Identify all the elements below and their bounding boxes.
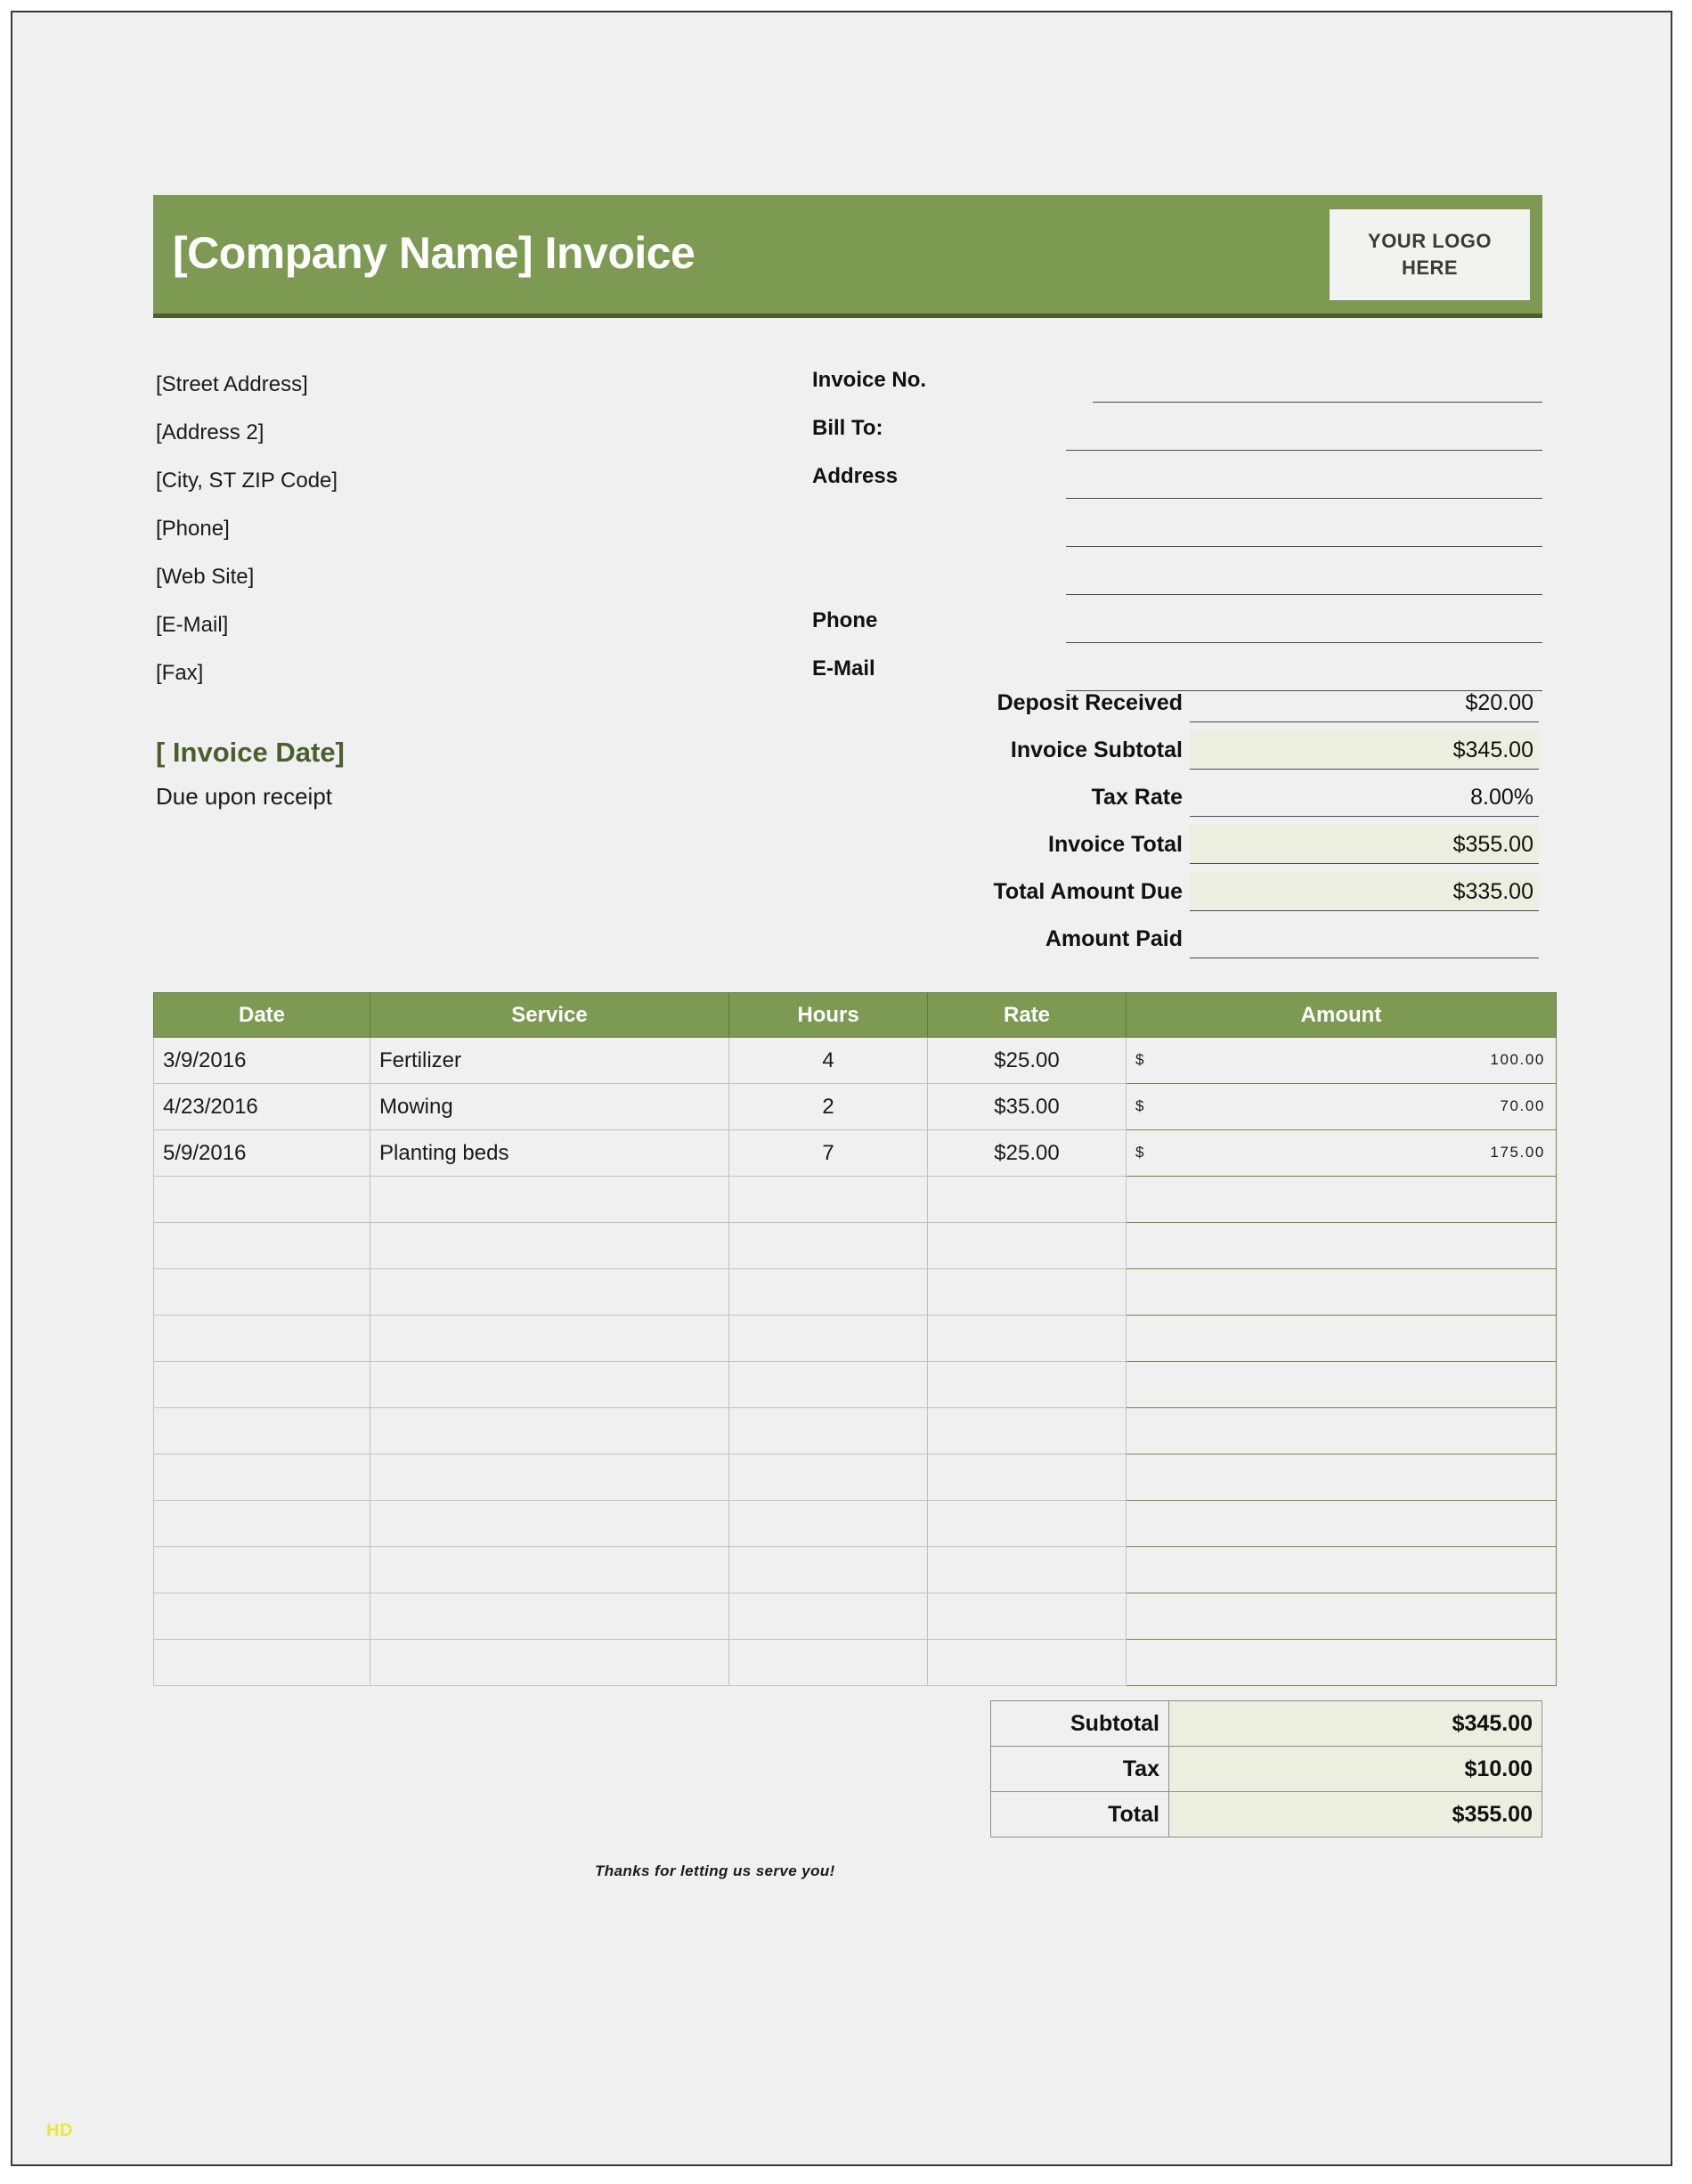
cell-service[interactable] xyxy=(370,1501,729,1547)
cell-amount[interactable] xyxy=(1127,1593,1557,1640)
table-row[interactable] xyxy=(154,1177,1557,1223)
table-row[interactable] xyxy=(154,1038,1557,1084)
cell-rate[interactable] xyxy=(928,1316,1127,1362)
cell-date[interactable] xyxy=(154,1269,370,1316)
address-input-2[interactable] xyxy=(1066,546,1542,547)
bill-to-block xyxy=(812,361,1542,697)
cell-date[interactable] xyxy=(154,1455,370,1501)
summary-row-total-amount-due xyxy=(937,872,1542,919)
summary-row-amount-paid xyxy=(937,919,1542,966)
cell-rate[interactable] xyxy=(928,1269,1127,1316)
bill-to-row xyxy=(812,553,1542,601)
cell-hours[interactable] xyxy=(729,1547,928,1593)
totals-row-subtotal xyxy=(991,1701,1542,1747)
summary-value[interactable]: $20.00 xyxy=(1190,683,1539,722)
email-label: E-Mail xyxy=(812,656,875,680)
column-header-rate: Rate xyxy=(928,993,1127,1038)
phone-input[interactable] xyxy=(1066,642,1542,643)
bill-to-row xyxy=(812,361,1542,409)
amount-value: 175.00 xyxy=(1490,1144,1545,1161)
totals-value: $355.00 xyxy=(1169,1792,1542,1838)
address-input[interactable] xyxy=(1066,498,1542,499)
totals-label: Total xyxy=(991,1792,1169,1838)
cell-rate[interactable] xyxy=(928,1362,1127,1408)
cell-rate[interactable] xyxy=(928,1547,1127,1593)
cell-service[interactable]: Mowing xyxy=(370,1084,729,1130)
address-line[interactable]: [E-Mail] xyxy=(156,613,229,637)
cell-rate[interactable]: $25.00 xyxy=(928,1130,1127,1177)
address-line[interactable]: [Street Address] xyxy=(156,372,308,396)
summary-label: Amount Paid xyxy=(1045,926,1183,951)
invoice-header xyxy=(153,195,1542,318)
summary-value: $345.00 xyxy=(1190,730,1539,770)
cell-hours[interactable] xyxy=(729,1455,928,1501)
column-header-hours: Hours xyxy=(729,993,928,1038)
cell-hours[interactable] xyxy=(729,1640,928,1686)
cell-service[interactable]: Planting beds xyxy=(370,1130,729,1177)
logo-line-2: HERE xyxy=(1401,257,1459,279)
cell-amount[interactable] xyxy=(1127,1640,1557,1686)
cell-rate[interactable] xyxy=(928,1501,1127,1547)
table-row[interactable] xyxy=(154,1084,1557,1130)
currency-symbol: $ xyxy=(1135,1051,1144,1068)
table-row[interactable] xyxy=(154,1223,1557,1269)
summary-block xyxy=(937,683,1542,966)
column-header-amount: Amount xyxy=(1127,993,1557,1038)
cell-date[interactable] xyxy=(154,1593,370,1640)
cell-service[interactable] xyxy=(370,1408,729,1455)
cell-amount[interactable] xyxy=(1127,1177,1557,1223)
cell-amount[interactable] xyxy=(1127,1084,1557,1130)
table-row[interactable] xyxy=(154,1130,1557,1177)
info-section xyxy=(153,361,1542,685)
bill-to-input[interactable] xyxy=(1066,450,1542,451)
cell-amount[interactable] xyxy=(1127,1455,1557,1501)
bill-to-label: Bill To: xyxy=(812,416,883,440)
summary-value: $335.00 xyxy=(1190,872,1539,911)
table-header-row xyxy=(154,993,1557,1038)
summary-label: Tax Rate xyxy=(1091,785,1183,810)
document-page xyxy=(11,11,1672,2166)
cell-service[interactable] xyxy=(370,1316,729,1362)
table-row[interactable] xyxy=(154,1547,1557,1593)
cell-date[interactable] xyxy=(154,1408,370,1455)
address-line[interactable]: [City, ST ZIP Code] xyxy=(156,469,338,493)
cell-hours[interactable] xyxy=(729,1316,928,1362)
cell-service[interactable] xyxy=(370,1223,729,1269)
cell-date[interactable]: 4/23/2016 xyxy=(154,1084,370,1130)
totals-row-total xyxy=(991,1792,1542,1838)
cell-date[interactable] xyxy=(154,1362,370,1408)
invoice-document xyxy=(153,195,1545,1879)
totals-value: $345.00 xyxy=(1169,1701,1542,1747)
cell-amount[interactable] xyxy=(1127,1316,1557,1362)
cell-date[interactable] xyxy=(154,1223,370,1269)
line-items-table xyxy=(153,992,1557,1686)
table-body xyxy=(154,1038,1557,1686)
cell-hours[interactable]: 2 xyxy=(729,1084,928,1130)
payment-terms: Due upon receipt xyxy=(156,783,333,810)
address-label: Address xyxy=(812,464,899,488)
summary-row-invoice-subtotal xyxy=(937,730,1542,778)
cell-rate[interactable] xyxy=(928,1593,1127,1640)
table-row[interactable] xyxy=(154,1269,1557,1316)
cell-service[interactable]: Fertilizer xyxy=(370,1038,729,1084)
cell-service[interactable] xyxy=(370,1547,729,1593)
summary-row-invoice-total xyxy=(937,825,1542,872)
summary-value[interactable] xyxy=(1190,919,1539,958)
amount-value: 70.00 xyxy=(1500,1097,1545,1114)
table-row[interactable] xyxy=(154,1455,1557,1501)
cell-service[interactable] xyxy=(370,1269,729,1316)
address-line[interactable]: [Web Site] xyxy=(156,565,255,589)
cell-amount[interactable] xyxy=(1127,1223,1557,1269)
table-row[interactable] xyxy=(154,1316,1557,1362)
sheet-canvas xyxy=(12,12,1671,2164)
bill-to-row xyxy=(812,457,1542,505)
cell-hours[interactable] xyxy=(729,1501,928,1547)
cell-rate[interactable]: $25.00 xyxy=(928,1038,1127,1084)
footer-note: Thanks for letting us serve you! xyxy=(595,1862,835,1879)
summary-value: $355.00 xyxy=(1190,825,1539,864)
cell-hours[interactable] xyxy=(729,1223,928,1269)
table-row[interactable] xyxy=(154,1593,1557,1640)
invoice-no-input[interactable] xyxy=(1093,402,1542,403)
cell-hours[interactable]: 4 xyxy=(729,1038,928,1084)
summary-row-deposit-received xyxy=(937,683,1542,730)
invoice-date[interactable]: [ Invoice Date] xyxy=(156,737,345,768)
amount-value: 100.00 xyxy=(1490,1051,1545,1068)
bill-to-row xyxy=(812,505,1542,553)
summary-label: Total Amount Due xyxy=(993,879,1183,904)
table-row[interactable] xyxy=(154,1408,1557,1455)
totals-table xyxy=(990,1700,1542,1838)
cell-amount[interactable] xyxy=(1127,1501,1557,1547)
address-input-3[interactable] xyxy=(1066,594,1542,595)
cell-hours[interactable] xyxy=(729,1593,928,1640)
cell-amount[interactable] xyxy=(1127,1038,1557,1084)
cell-rate[interactable] xyxy=(928,1455,1127,1501)
cell-date[interactable]: 3/9/2016 xyxy=(154,1038,370,1084)
cell-amount[interactable] xyxy=(1127,1130,1557,1177)
cell-amount[interactable] xyxy=(1127,1547,1557,1593)
currency-symbol: $ xyxy=(1135,1144,1144,1161)
cell-rate[interactable] xyxy=(928,1408,1127,1455)
cell-rate[interactable] xyxy=(928,1177,1127,1223)
cell-date[interactable] xyxy=(154,1501,370,1547)
column-header-service: Service xyxy=(370,993,729,1038)
summary-label: Deposit Received xyxy=(996,690,1183,715)
totals-label: Tax xyxy=(991,1747,1169,1792)
cell-rate[interactable] xyxy=(928,1640,1127,1686)
cell-hours[interactable] xyxy=(729,1408,928,1455)
cell-hours[interactable] xyxy=(729,1362,928,1408)
summary-value[interactable]: 8.00% xyxy=(1190,778,1539,817)
cell-service[interactable] xyxy=(370,1640,729,1686)
cell-rate[interactable] xyxy=(928,1223,1127,1269)
cell-amount[interactable] xyxy=(1127,1362,1557,1408)
logo-line-1: YOUR LOGO xyxy=(1368,230,1492,253)
cell-service[interactable] xyxy=(370,1455,729,1501)
cell-date[interactable] xyxy=(154,1316,370,1362)
table-row[interactable] xyxy=(154,1501,1557,1547)
totals-label: Subtotal xyxy=(991,1701,1169,1747)
cell-service[interactable] xyxy=(370,1362,729,1408)
company-address-block xyxy=(156,361,779,697)
address-line[interactable]: [Phone] xyxy=(156,517,230,541)
address-line[interactable]: [Address 2] xyxy=(156,420,264,444)
summary-row-tax-rate xyxy=(937,778,1542,825)
currency-symbol: $ xyxy=(1135,1097,1144,1114)
cell-hours[interactable] xyxy=(729,1177,928,1223)
bill-to-row xyxy=(812,409,1542,457)
cell-hours[interactable]: 7 xyxy=(729,1130,928,1177)
page-title: [Company Name] Invoice xyxy=(173,228,696,278)
summary-label: Invoice Total xyxy=(1048,832,1183,857)
logo-placeholder[interactable] xyxy=(1330,209,1530,300)
cell-service[interactable] xyxy=(370,1177,729,1223)
cell-amount[interactable] xyxy=(1127,1408,1557,1455)
cell-date[interactable] xyxy=(154,1177,370,1223)
address-line[interactable]: [Fax] xyxy=(156,661,204,685)
phone-label: Phone xyxy=(812,608,878,632)
cell-rate[interactable]: $35.00 xyxy=(928,1084,1127,1130)
table-row[interactable] xyxy=(154,1362,1557,1408)
table-row[interactable] xyxy=(154,1640,1557,1686)
hd-watermark: HD xyxy=(46,2121,73,2140)
totals-row-tax xyxy=(991,1747,1542,1792)
cell-date[interactable] xyxy=(154,1640,370,1686)
summary-label: Invoice Subtotal xyxy=(1010,738,1183,762)
column-header-date: Date xyxy=(154,993,370,1038)
invoice-date-block xyxy=(156,729,726,817)
invoice-no-label: Invoice No. xyxy=(812,368,927,392)
totals-value: $10.00 xyxy=(1169,1747,1542,1792)
cell-date[interactable] xyxy=(154,1547,370,1593)
cell-date[interactable]: 5/9/2016 xyxy=(154,1130,370,1177)
cell-service[interactable] xyxy=(370,1593,729,1640)
bill-to-row xyxy=(812,601,1542,649)
cell-amount[interactable] xyxy=(1127,1269,1557,1316)
cell-hours[interactable] xyxy=(729,1269,928,1316)
